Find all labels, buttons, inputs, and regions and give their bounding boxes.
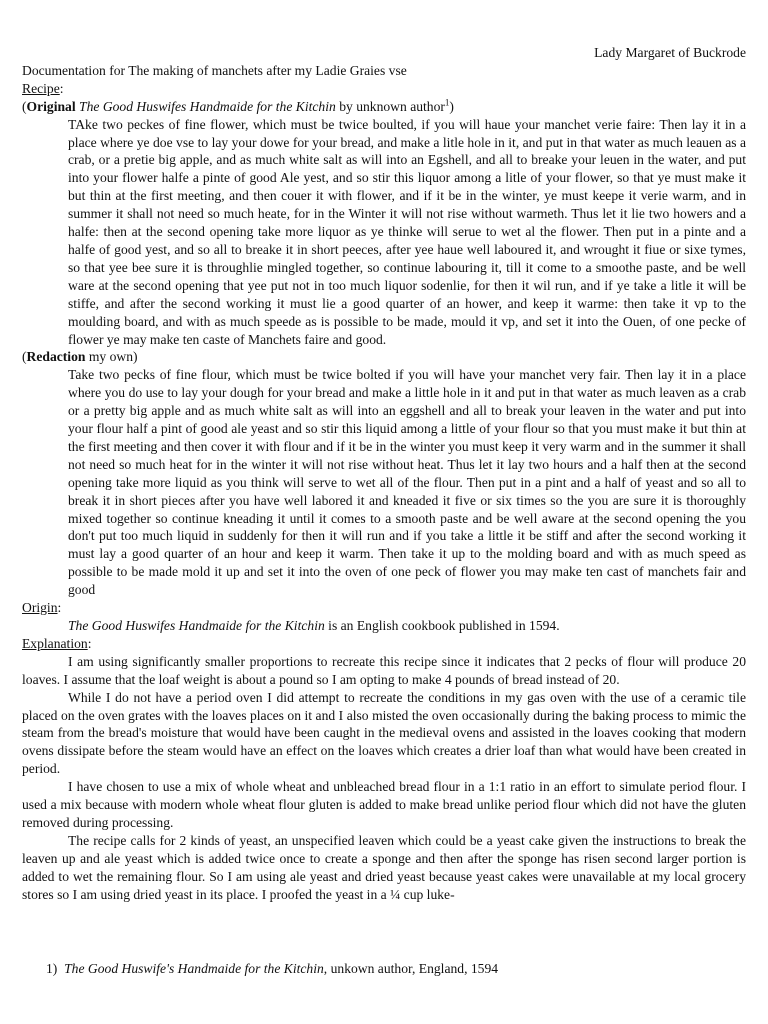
recipe-heading-label: Recipe: [22, 80, 60, 96]
recipe-heading: Recipe:: [22, 80, 64, 96]
original-heading: (Original The Good Huswifes Handmaide for the Kitchin by unknown author$^1$): [22, 97, 454, 114]
redaction-label: Redaction: [26, 349, 86, 365]
explanation-paragraph: I have chosen to use a mix of whole wheat and unbleached bread flour in a 1:1 ratio in an effort to simulate period flour. I used a mix because with modern whole wheat flour gluten is added to make bread unlike period flour which did not have the gluten removed during processing.: [22, 779, 746, 830]
origin-book-title: The Good Huswifes Handmaide for the Kitchin: [68, 618, 325, 633]
original-recipe-text: TAke two peckes of fine flower, which must be twice boulted, if you will haue your manchet verie faire: Then lay it in a place where ye doe vse to lay your dowe for your bread, and make a litle hole in it, and put in that water as much leauen as a crab, or a pretie big apple, and as much white salt as will into an Egshell, and all to breake your leuen in the water, and put into your flower halfe a pinte of good Ale yest, and so stir this liquor among a litle of your flower, so that ye must make it but thin at the first meeting, and then couer it with flower, and if it be in the winter, ye must keepe it verie warm, and in summer it shall not need so much heate, for in the Winter it will not rise without warmeth. Thus let it lie two howers and a halfe: then at the second opening take more liquor as ye thinke will serue to wet al the flower. Then put in a pinte and a halfe of good yest, and so all to breake it in short peeces, after yee haue well laboured it, and wrought it fiue or sixe tymes, so that yee bee sure it is throughlie mingled together, so continue labouring it, till it come to a smoothe paste, and be well ware at the second opening that yee put not in too much liquor sodenlie, for then it wil run, and if ye take a litle it will be stiffe, and after the second working it must lie a good quarter of an hower, and keep it warme: then take it vp to the moulding board, and with as much speede as is possible to be made, mould it vp, and set it into the Ouen, of one pecke of flower ye may make ten caste of Manchets faire and good.: [68, 116, 746, 347]
explanation-heading-label: Explanation: [22, 635, 88, 651]
original-by: by unknown author: [339, 98, 445, 114]
origin-heading-label: Origin: [22, 600, 58, 616]
footnote-book-title: The Good Huswife's Handmaide for the Kitchin: [64, 961, 324, 976]
footnote: [46, 960, 498, 978]
redaction-by: my own: [88, 349, 134, 365]
original-label: Original: [26, 98, 76, 114]
explanation-paragraph: The recipe calls for 2 kinds of yeast, an unspecified leaven which could be a yeast cake given the instructions to break the leaven up and ale yeast which is added twice once to create a sponge and then after the sponge has risen second larger portion is added to wet the remaining flour. So I am using ale yeast and dried yeast because yeast cakes were unavailable at my local grocery stores so I am using dried yeast in its place. I proofed the yeast in a ¼ cup luke-: [22, 832, 746, 902]
original-book-title: The Good Huswifes Handmaide for the Kitchin: [79, 98, 336, 114]
author-name: Lady Margaret of Buckrode: [594, 45, 746, 60]
origin-text: [22, 617, 746, 635]
redaction-recipe-text: Take two pecks of fine flour, which must be twice bolted if you will have your manchet very fair. Then lay it in a place where you do use to lay your dough for your bread and make a little hole in it and put in that water as much leaven as a crab or a pretty big apple and as much white salt as will into an eggshell and all to break your leaven in the water and put into your flour half a pint of good ale yeast and so stir this liquid among a little of your flour so that you must make it but thin at the first meeting and then cover it with flour and if it be in the winter you must keep it very warm and in the summer it shall not need so much heat for in the winter it will not rise without heat. Thus let it lay two hours and a half then at the second opening take more liquid as you think will serve to wet all of the flour. Then put in a pint and a half of yeast and so all to break it in short pieces after you have well labored it and kneaded it five or six times so the you are sure it is thoroughly mixed together so continue kneading it until it comes to a smooth paste and be well aware at the second opening the you don't put too much liquid in suddenly for then it will run and if you take a little it be stiff and after the second working it must lay a good quarter of an hour and keep it warm. Then take it up to the molding board and with as much speed as possible to be made mold it up and set it into the oven of one peck of flower you may make ten cast of manchets fair and good: [68, 367, 746, 598]
redaction-heading: (Redaction my own): [22, 349, 138, 365]
document-title: Documentation for The making of manchets after my Ladie Graies vse: [22, 62, 407, 78]
footnote-number: 1): [46, 961, 58, 976]
footnote-reference: 1: [444, 97, 450, 108]
explanation-paragraph: While I do not have a period oven I did attempt to recreate the conditions in my gas oven with the use of a ceramic tile placed on the oven grates with the loaves places on it and I also misted the oven occasionally during the baking process to mimic the steam from the bread's moisture that would have been caught in the medieval ovens and assisted in the loaves cooking that modern ovens dissipate before the steam would have an effect on the loaves which creates a drier loaf than what would have been created in period.: [22, 689, 746, 777]
origin-description: is an English cookbook published in 1594.: [328, 618, 560, 633]
explanation-paragraph: I am using significantly smaller proportions to recreate this recipe since it indicates that 2 pecks of flour will produce 20 loaves. I assume that the loaf weight is about a pound so I am opting to make 4 pounds of bread instead of 20.: [22, 653, 746, 687]
explanation-heading: Explanation:: [22, 635, 92, 651]
origin-heading: Origin:: [22, 600, 62, 616]
footnote-text: , unkown author, England, 1594: [323, 961, 499, 976]
